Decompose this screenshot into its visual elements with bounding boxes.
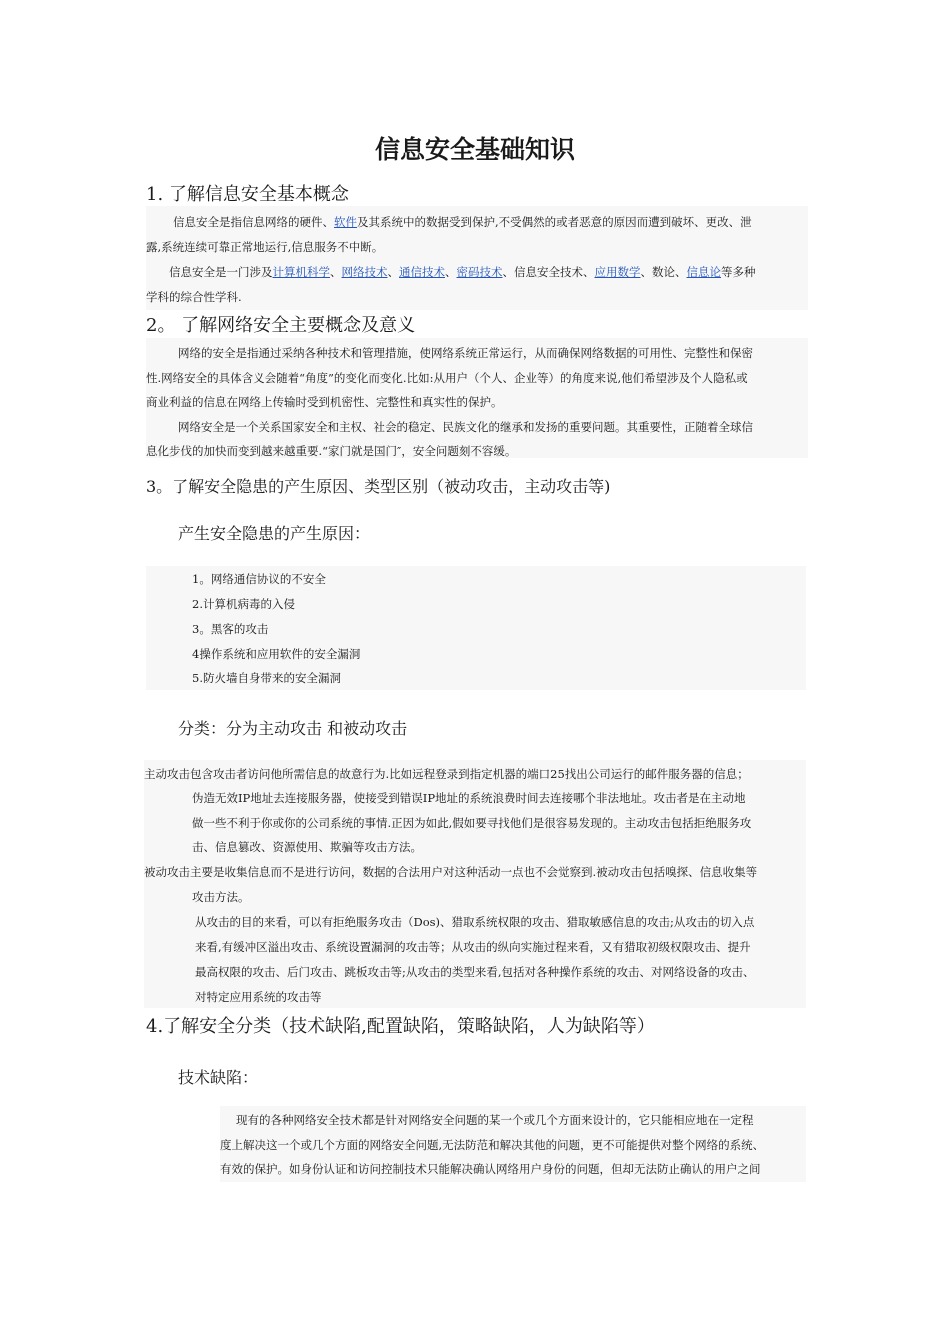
tech-line: 度上解决这一个或几个方面的网络安全问题,无法防范和解决其他的问题，更不可能提供对整个网络的系统、 [220,1138,765,1152]
s2-line-5: 息化步伐的加快而变到越来越重要.“家门就是国门″，安全问题刻不容缓。 [146,444,517,458]
s2-line-1: 网络的安全是指通过采纳各种技术和管理措施，使网络系统正常运行，从而确保网络数据的可用性、完整性和保密 [178,346,753,360]
s1-p1-text-a: 信息安全是指信息网络的硬件、 [173,215,334,229]
attack-line: 从攻击的目的来看，可以有拒绝服务攻击（Dos)、猎取系统权限的攻击、猎取敏感信息的攻击;从攻击的切入点 [195,915,755,929]
class-title: 分类：分为主动攻击 和被动攻击 [178,719,408,738]
separator: 、 [387,265,399,279]
separator: 、 [445,265,457,279]
tech-line: 现有的各种网络安全技术都是针对网络安全问题的某一个或几个方面来设计的，它只能相应地在一定程 [236,1113,754,1127]
s1-p2-text-mid2: 、数论、 [640,265,687,279]
cause-item: 1。网络通信协议的不安全 [192,572,326,586]
s1-p1-line2: 露,系统连续可靠正常地运行,信息服务不中断。 [146,240,384,254]
section-1-heading: 1. 了解信息安全基本概念 [146,184,349,205]
attack-line: 被动攻击主要是收集信息而不是进行访问，数据的合法用户对这种活动一点也不会觉察到.被动攻击包括嗅探、信息收集等 [144,865,758,879]
cause-item: 2.计算机病毒的入侵 [192,597,295,611]
s2-line-3: 商业利益的信息在网络上传输时受到机密性、完整性和真实性的保护。 [146,395,503,409]
attack-line: 击、信息篡改、资源使用、欺骗等攻击方法。 [192,840,422,854]
separator: 、 [330,265,342,279]
s1-p2-text-tail: 等多种 [721,265,756,279]
attack-line: 攻击方法。 [192,890,250,904]
section-4-heading: 4.了解安全分类（技术缺陷,配置缺陷，策略缺陷，人为缺陷等） [146,1016,655,1037]
s1-p1-text-b: 及其系统中的数据受到保护,不受偶然的或者恶意的原因而遭到破坏、更改、泄 [357,215,752,229]
s1-p2-line2: 学科的综合性学科. [146,290,242,304]
s1-p2-text-mid: 、信息安全技术、 [502,265,595,279]
cause-item: 4操作系统和应用软件的安全漏洞 [192,647,361,661]
tech-title: 技术缺陷： [178,1068,259,1087]
s2-line-2: 性.网络安全的具体含义会随着“角度”的变化而变化.比如:从用户（个人、企业等）的角度来说,他们希望涉及个人隐私或 [146,371,748,385]
document-title: 信息安全基础知识 [374,135,575,164]
link-comm-tech[interactable]: 通信技术 [399,265,445,279]
attack-line: 对特定应用系统的攻击等 [195,990,322,1004]
attack-line: 最高权限的攻击、后门攻击、跳板攻击等;从攻击的类型来看,包括对各种操作系统的攻击、对网络设备的攻击、 [195,965,755,979]
cause-item: 3。黑客的攻击 [192,622,269,636]
s1-p1-line1 [173,214,752,230]
link-software[interactable]: 软件 [334,215,357,229]
attack-line: 主动攻击包含攻击者访问他所需信息的故意行为.比如远程登录到指定机器的端口25找出公司运行的邮件服务器的信息； [144,767,749,781]
cause-title: 产生安全隐患的产生原因： [178,524,371,543]
link-computer-science[interactable]: 计算机科学 [272,265,330,279]
attack-line: 做一些不利于你或你的公司系统的事情.正因为如此,假如要寻找他们是很容易发现的。主动攻击包括拒绝服务攻 [192,816,752,830]
section-3-heading: 3。了解安全隐患的产生原因、类型区别（被动攻击，主动攻击等) [146,477,611,496]
link-network-tech[interactable]: 网络技术 [341,265,388,279]
s2-line-4: 网络安全是一个关系国家安全和主权、社会的稳定、民族文化的继承和发扬的重要问题。其重要性，正随着全球信 [178,420,753,434]
link-applied-math[interactable]: 应用数学 [594,265,641,279]
attack-line: 来看,有缓冲区溢出攻击、系统设置漏洞的攻击等；从攻击的纵向实施过程来看，又有猎取初级权限攻击、提升 [195,940,751,954]
cause-item: 5.防火墙自身带来的安全漏洞 [192,671,341,685]
tech-line: 有效的保护。如身份认证和访问控制技术只能解决确认网络用户身份的问题，但却无法防止确认的用户之间 [220,1162,761,1176]
s1-p2-text-a: 信息安全是一门涉及 [169,265,273,279]
link-crypto-tech[interactable]: 密码技术 [456,265,503,279]
link-information-theory[interactable]: 信息论 [686,265,721,279]
section-2-heading: 2。 了解网络安全主要概念及意义 [146,315,416,336]
s1-p2-line1 [169,264,756,280]
attack-line: 伪造无效IP地址去连接服务器，使接受到错误IP地址的系统浪费时间去连接哪个非法地址。攻击者是在主动地 [192,791,746,805]
